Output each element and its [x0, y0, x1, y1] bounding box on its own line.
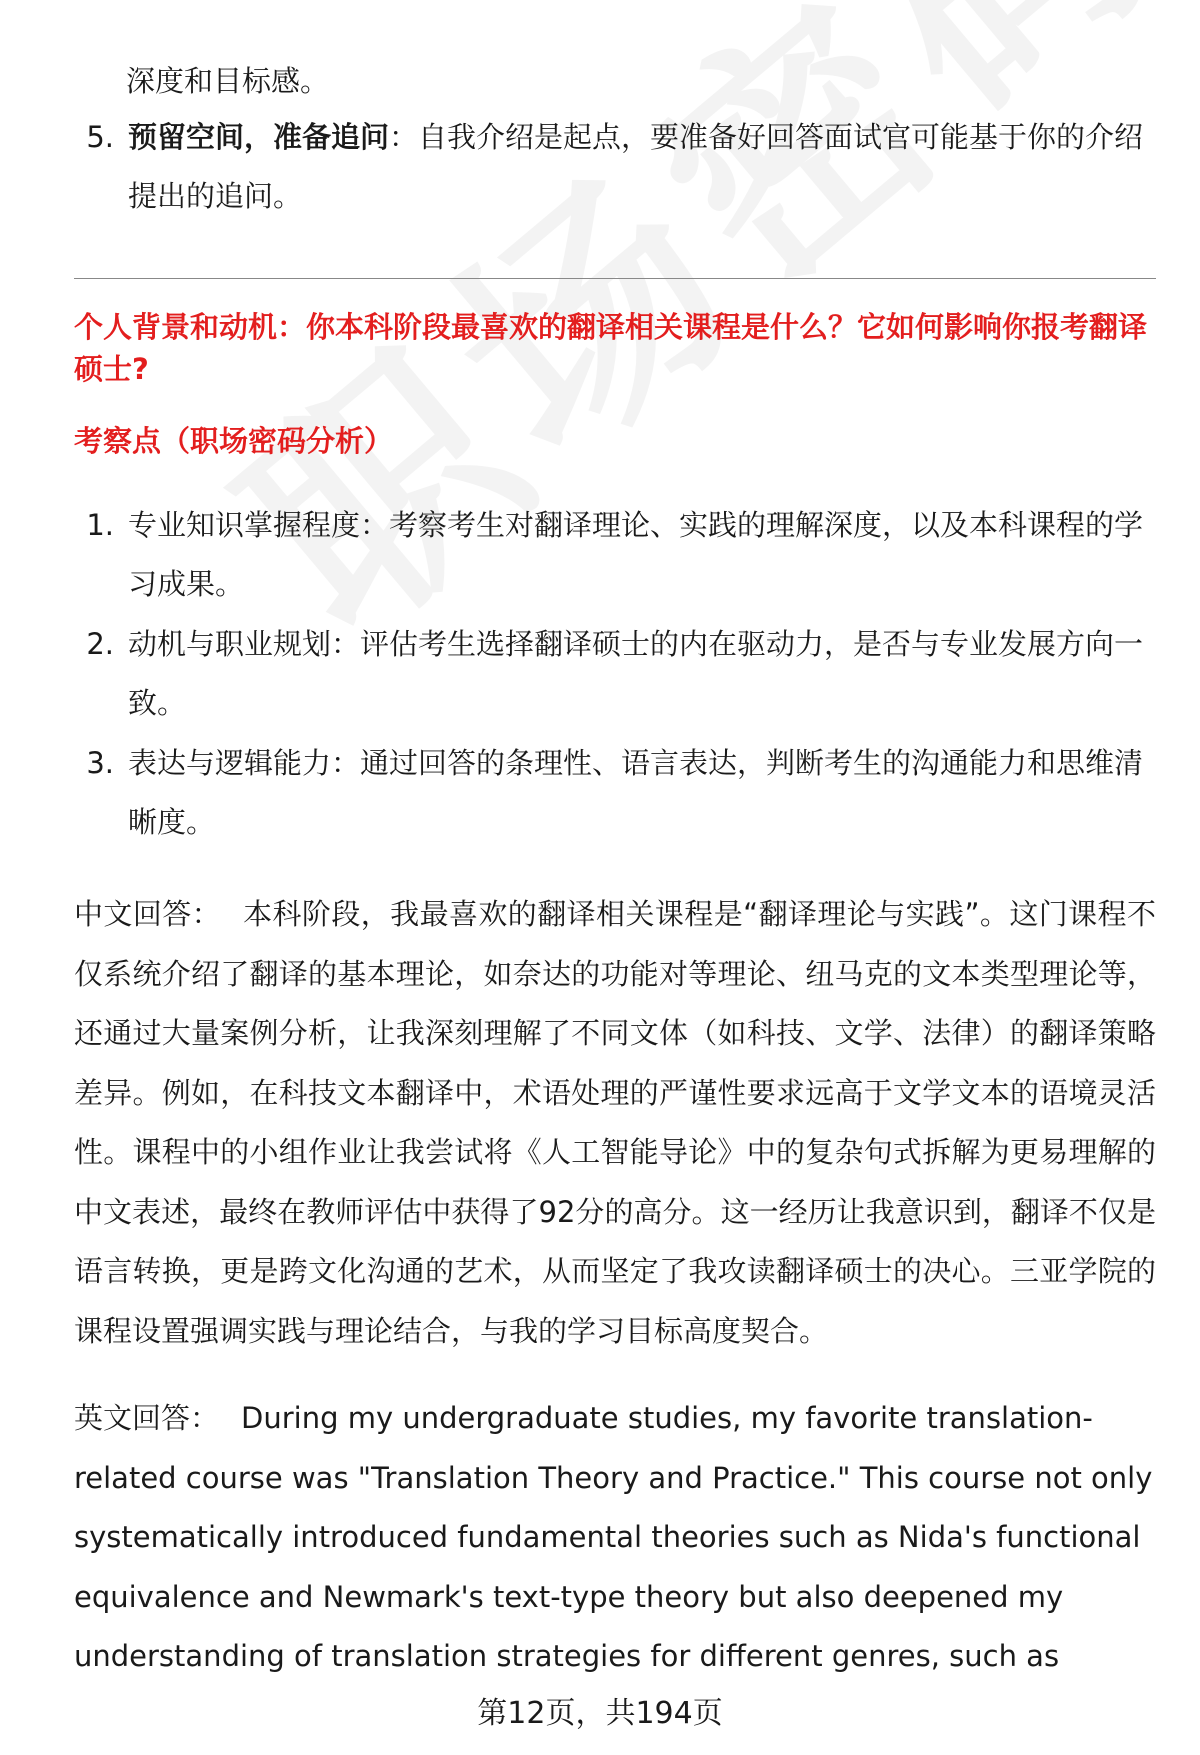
- chinese-answer-text: 本科阶段，我最喜欢的翻译相关课程是“翻译理论与实践”。这门课程不仅系统介绍了翻译的基本理论，如奈达的功能对等理论、纽马克的文本类型理论等，还通过大量案例分析，让我深刻理解了不同文体（如科技、文学、法律）的翻译策略差异。例如，在科技文本翻译中，术语处理的严谨性要求远高于文学文本的语境灵活性。课程中的小组作业让我尝试将《人工智能导论》中的复杂句式拆解为更易理解的中文表述，最终在教师评估中获得了92分的高分。这一经历让我意识到，翻译不仅是语言转换，更是跨文化沟通的艺术，从而坚定了我攻读翻译硕士的决心。三亚学院的课程设置强调实践与理论结合，与我的学习目标高度契合。: [74, 897, 1156, 1348]
- question-title: 个人背景和动机：你本科阶段最喜欢的翻译相关课程是什么？它如何影响你报考翻译硕士?: [74, 310, 1148, 386]
- chinese-answer-label: 中文回答：: [74, 897, 222, 931]
- english-answer-text: During my undergraduate studies, my favorite translation-related course was "Translation Theory and Practice." This course not only systematically introduced fundamental theories such as Nida's functional equivalence and Newmark's text-type theory but also deepened my understanding of translation strategies for different genres, such as: [74, 1401, 1153, 1673]
- list-bold-lead: 预留空间，准备追问: [128, 120, 390, 154]
- list-number: 5.: [86, 120, 114, 154]
- english-answer-label: 英文回答：: [74, 1401, 220, 1435]
- section-subheading: 考察点（职场密码分析）: [74, 424, 394, 458]
- chinese-answer: [74, 885, 1156, 1361]
- list-number: 1.: [86, 508, 114, 542]
- list-body: ：自我介绍是起点，要准备好回答面试官可能基于你的介绍提出的追问。: [128, 120, 1144, 213]
- list-number: 2.: [86, 627, 114, 661]
- page-number-footer: 第12页，共194页: [477, 1696, 723, 1731]
- english-answer: [74, 1389, 1156, 1687]
- list-text: 专业知识掌握程度：考察考生对翻译理论、实践的理解深度，以及本科课程的学习成果。: [128, 508, 1144, 601]
- continuation-text: 深度和目标感。: [126, 64, 330, 98]
- list-text: [128, 108, 1168, 226]
- divider: [74, 278, 1156, 279]
- list-number: 3.: [86, 746, 114, 780]
- list-text: 动机与职业规划：评估考生选择翻译硕士的内在驱动力，是否与专业发展方向一致。: [128, 627, 1144, 720]
- list-text: 表达与逻辑能力：通过回答的条理性、语言表达，判断考生的沟通能力和思维清晰度。: [128, 746, 1144, 839]
